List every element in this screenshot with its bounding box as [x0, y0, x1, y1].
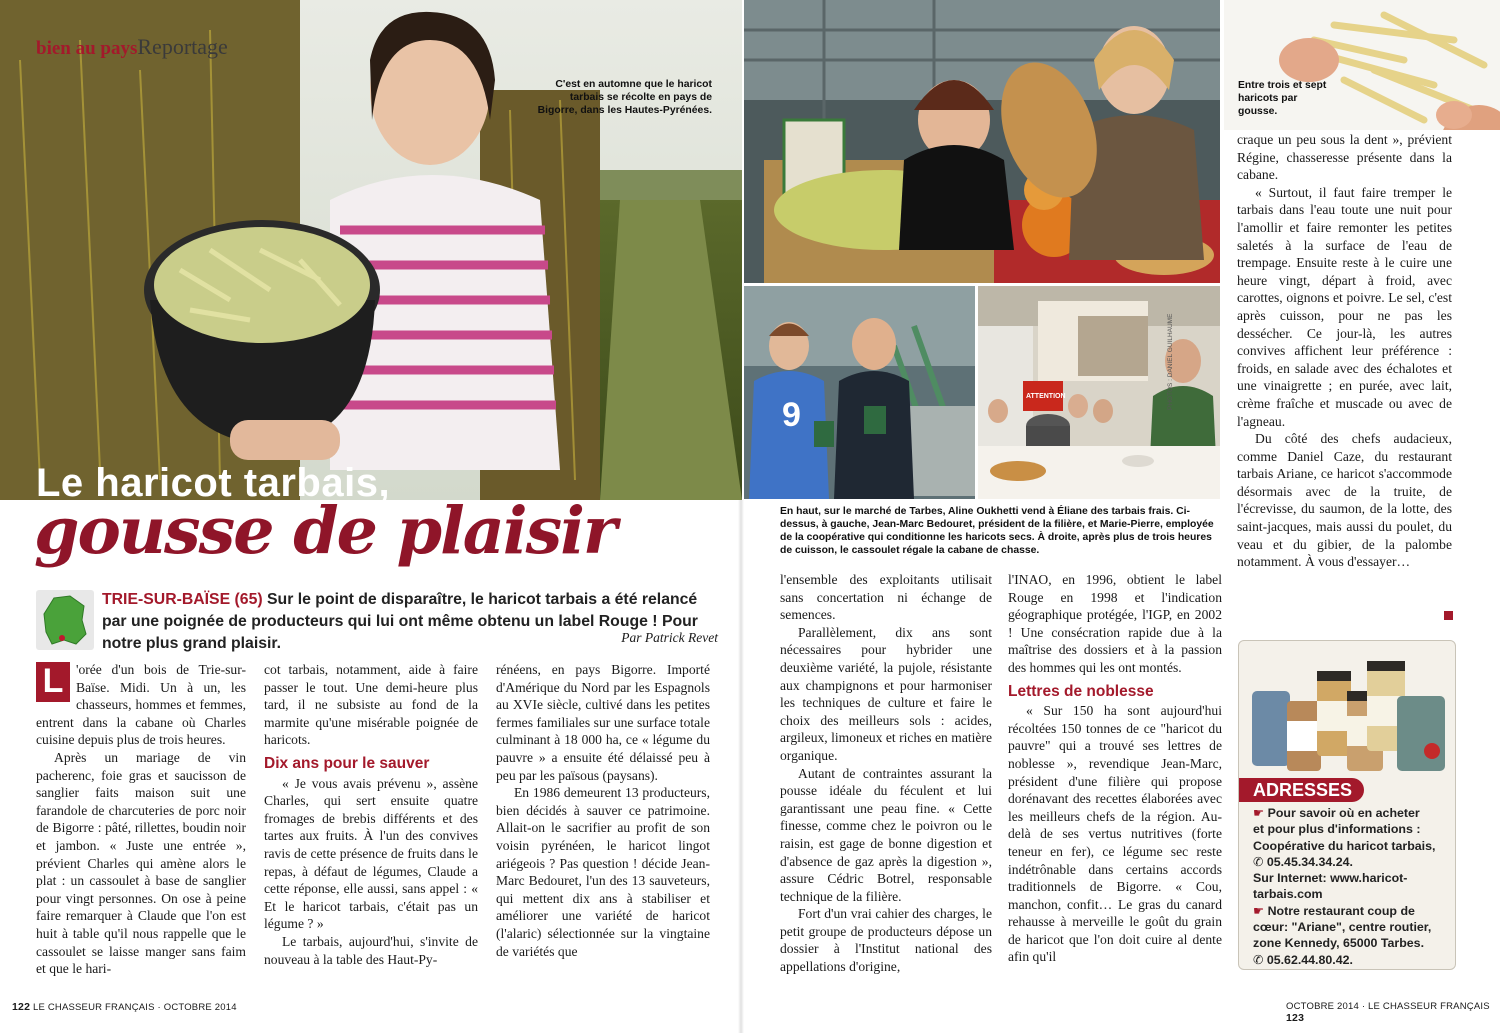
pointing-hand-icon: ☛	[1253, 903, 1265, 918]
text-column-6	[1237, 131, 1452, 571]
section-header	[36, 34, 228, 60]
col3-p1: rénéens, en pays Bigorre. Importé d'Amérique du Nord par les Espagnols au XVIe siècle, cultivé dans les petites fermes familiales sur une surface totale culminant à 18 000 ha, ce « légume du pauvre » a ensuite été délaissé peu à peu par les païsous (paysans).	[496, 662, 710, 783]
col1-p2: Après un mariage de vin pacherenc, foie gras et saucisson de sanglier faits maison suit une farandole de charcuteries de porc noir de Bigorre : pâté, rillettes, boudin noir et jambon. « Juste une entrée », prévient Charles qui amène alors le plat : un cassoulet à base de sanglier pour vingt personnes. On ose à peine faire remarquer à Claude que l'on est huit à table qu'il nous rappelle que le cassoulet se laisse manger sans faim et que le hari-	[36, 749, 246, 977]
lead-text: Sur le point de disparaître, le haricot tarbais a été relancé par une poignée de producteurs qui lui ont même obtenu un label Rouge ! Pour notre plus grand plaisir.	[102, 591, 698, 652]
col1-p1: L 'orée d'un bois de Trie-sur-Baïse. Midi. Un à un, les chasseurs, hommes et femmes, entrent dans la cabane où Charles cuisine depuis plus de trois heures.	[36, 662, 246, 748]
cooperative-photo	[744, 286, 975, 499]
harvest-photo	[0, 0, 742, 500]
page-number-left: 122	[12, 1001, 31, 1013]
col2-p1: cot tarbais, notamment, aide à faire passer le tout. Une demi-heure plus tard, il ne subsiste au fond de la marmite qu'une misérable poignée de haricots.	[264, 662, 478, 748]
text-column-1	[36, 661, 246, 978]
adresses-title: ADRESSES	[1239, 778, 1364, 802]
col4-p3: Autant de contraintes assurant la pousse idéale du féculent et lui garantissant une peau fine. « Cette finesse, comme chez le poivron ou le raisin, est gage de bonne digestion et d'absence de gaz après la digestion », assure Cédric Botrel, responsable technique de la filière.	[780, 765, 992, 904]
photo-credit: PHOTOS : DANIEL GUILHAUME	[1167, 313, 1174, 410]
subhead-lettres: Lettres de noblesse	[1008, 682, 1154, 700]
rubric-label: Reportage	[137, 34, 228, 59]
spine-shadow	[738, 500, 744, 1033]
text-column-4	[780, 571, 992, 976]
adresses-box	[1238, 640, 1456, 970]
section-label: bien au pays	[36, 38, 138, 59]
text-column-5	[1008, 571, 1222, 966]
page-number-right: 123	[1286, 1012, 1305, 1024]
text-column-3	[496, 661, 710, 960]
svg-text:ATTENTION: ATTENTION	[1026, 393, 1066, 400]
col6-p3: Du côté des chefs audacieux, comme Daniel Caze, du restaurant tarbais Ariane, ce haricot s'accommode désormais avec de la truite, de l'écrevisse, du saumon, de la lotte, des saint-jacques, mais aussi du poulet, du veau et du gibier, de la palombe notamment. À vous d'essayer…	[1237, 431, 1452, 570]
svg-text:9: 9	[782, 396, 801, 434]
col6-p2: « Surtout, il faut faire tremper le tarbais dans l'eau toute une nuit pour l'amollir et faire remonter les petites saletés à la surface de l'eau de trempage. Ensuite reste à le cuire une heure vingt, départ à froid, avec carottes, oignons et poivre. Le sel, c'est après cuisson, pour ne pas les dessécher. Ce jour-là, les autres convives affichent leur préférence : froids, en salade avec des échalotes et une vinaigrette ; en purée, avec lait, crème fraîche et muscade ou avec de l'agneau.	[1237, 184, 1452, 429]
title-line-2: gousse de plaisir	[34, 493, 616, 569]
folio-right: OCTOBRE 2014 · LE CHASSEUR FRANÇAIS 123	[1286, 1001, 1490, 1024]
market-photo	[744, 0, 1220, 283]
photo-caption-field: C'est en automne que le haricot tarbais se récolte en pays de Bigorre, dans les Hautes-Pyrénées.	[537, 79, 712, 116]
folio-left: 122 LE CHASSEUR FRANÇAIS · OCTOBRE 2014	[12, 1001, 237, 1013]
col3-p2: En 1986 demeurent 13 producteurs, bien décidés à sauver ce patrimoine. Allait-on le sacrifier au profit de son voisin pyrénéen, le haricot lingot ariégeois ? Pas question ! décide Jean-Marc Bedouret, l'un des 13 sauveteurs, qui mettent dix ans à stabiliser et améliorer une variété de haricot (l'alaric) sélectionnée sur la vingtaine de variétés que	[496, 785, 710, 959]
pointing-hand-icon: ☛	[1253, 806, 1265, 820]
text-column-2	[264, 661, 478, 968]
byline: Par Patrick Revet	[621, 630, 718, 645]
products-photo	[1247, 651, 1451, 776]
dropcap: L	[36, 662, 70, 702]
subhead-dix-ans: Dix ans pour le sauver	[264, 754, 430, 772]
col4-p2: Parallèlement, dix ans sont nécessaires pour hybrider une deuxième variété, la pujole, résistante aux champignons et pour harmoniser les techniques de culture et faire le choix des meilleurs sols : acides, argileux, limoneux et riches en matière organique.	[780, 624, 992, 763]
col5-p2: « Sur 150 ha sont aujourd'hui récoltées 150 tonnes de ce "haricot du pauvre" qui a trouvé ses lettres de noblesse », revendique Jean-Marc, président d'une filière qui propose dorénavant des recettes élaborées avec les meilleurs chefs de la région. Au-delà de ses vertus nutritives (forte teneur en fer), ce légume sec reste indétrônable dans certains accords traditionnels de Bigorre. « Cou, manchon, confit… Le gras du canard rehausse à merveille le goût du grain de haricot que l'on doit cuire al dente afin qu'il	[1008, 703, 1222, 965]
col5-p1: l'INAO, en 1996, obtient le label Rouge en 1998 et l'indication géographique protégée, l'IGP, en 2002 ! Une consécration rapide due à la maîtrise des dossiers et à la passion des hommes qui les ont montés.	[1008, 572, 1222, 675]
adresses-text: ☛ Pour savoir où en acheter et pour plus d'informations : Coopérative du haricot tarbais, ✆ 05.45.34.34.24. Sur Internet: www.haricot- tarbais.com ☛ Notre restaurant coup de cœur: "Ariane", centre routier, zone Kennedy, 65000 Tarbes. ✆ 05.62.44.80.42.	[1253, 806, 1436, 967]
end-mark	[1444, 611, 1453, 620]
photo-caption-market: En haut, sur le marché de Tarbes, Aline Oukhetti vend à Éliane des tarbais frais. Ci-dessus, à gauche, Jean-Marc Bedouret, président de la filière, et Marie-Pierre, employée de la coopérative qui conditionne les haricots secs. À droite, après plus de trois heures de cuisson, le cassoulet régale la cabane de chasse.	[780, 506, 1214, 556]
france-map-icon	[36, 590, 94, 650]
title-line-1: Le haricot tarbais,	[36, 461, 391, 505]
lead-place: TRIE-SUR-BAÏSE (65)	[102, 591, 263, 608]
col2-p2: « Je vous avais prévenu », assène Charles, qui sert ensuite quatre fromages de brebis différents et des tartes aux fruits. À l'un des convives ravis de cette présence de fruits dans le repas, à défaut de légumes, Claude a cette réponse, elle aussi, sans appel : « Et le haricot tarbais, c'était pas un légume ? »	[264, 775, 478, 932]
col6-p1: craque un peu sous la dent », prévient Régine, chasseresse présente dans la cabane.	[1237, 132, 1452, 183]
col2-p3: Le tarbais, aujourd'hui, s'invite de nouveau à la table des Haut-Py-	[264, 933, 478, 967]
col4-p1: l'ensemble des exploitants utilisait sans concertation ni échange de semences.	[780, 572, 992, 623]
photo-caption-pods: Entre trois et sept haricots par gousse.	[1238, 80, 1327, 117]
hunting-cabin-photo	[978, 286, 1220, 499]
col4-p4: Fort d'un vrai cahier des charges, le petit groupe de producteurs dépose un dossier à l'Institut national des appellations d'origine,	[780, 906, 992, 975]
